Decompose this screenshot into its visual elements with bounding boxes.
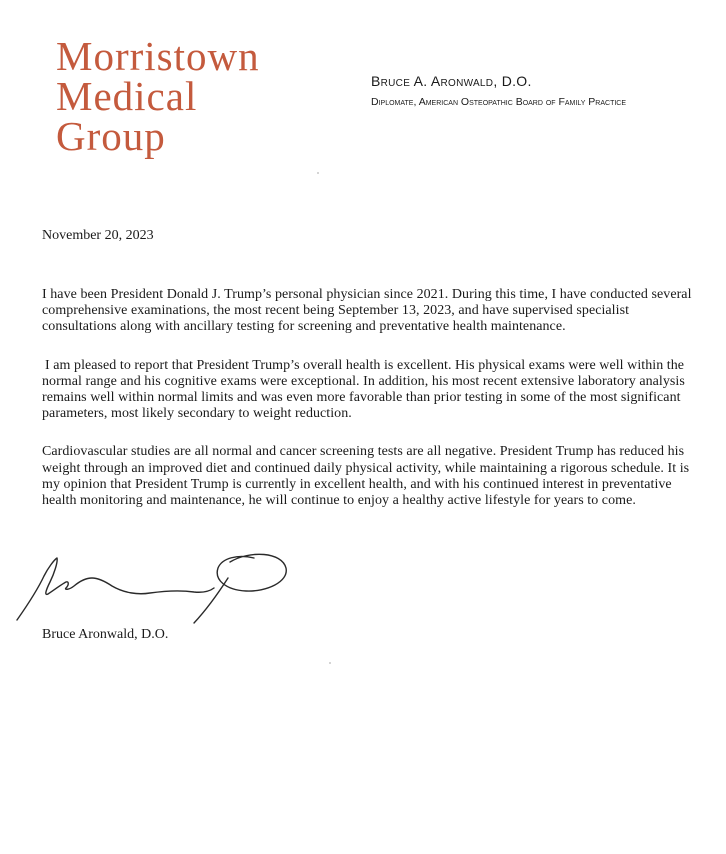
physician-credential: Diplomate, American Osteopathic Board of Family Practice	[371, 96, 627, 108]
paragraph: Cardiovascular studies are all normal and cancer screening tests are all negative. President Trump has reduced his weight through an improved diet and continued daily physical activity, while maintaining a rigorous schedule. It is my opinion that President Trump is currently in excellent health, and with his continued interest in preventative health monitoring and maintenance, he will continue to enjoy a healthy active lifestyle for years to come.	[42, 444, 690, 509]
handwritten-signature	[14, 548, 290, 626]
logo-line-2: Medical	[56, 73, 198, 119]
physician-name: Bruce A. Aronwald, D.O.	[371, 73, 532, 89]
paragraph: I am pleased to report that President Trump’s overall health is excellent. His physical exams were well within the normal range and his cognitive exams were exceptional. In addition, his most recent extensive laboratory analysis remains well within normal limits and was even more favorable than prior testing in some of the most significant parameters, most likely secondary to weight reduction.	[42, 357, 685, 422]
logo-line-1: Morristown	[56, 33, 260, 79]
letter-body	[42, 287, 702, 531]
signer-name: Bruce Aronwald, D.O.	[42, 627, 169, 642]
paragraph: I have been President Donald J. Trump’s personal physician since 2021. During this time, I have conducted several comprehensive examinations, the most recent being September 13, 2023, and have supervised specialist consultations along with ancillary testing for screening and preventative health maintenance.	[42, 287, 692, 335]
scan-speck	[329, 662, 331, 664]
logo-line-3: Group	[56, 113, 166, 159]
scan-speck	[317, 172, 319, 174]
letterhead	[371, 73, 701, 109]
organization-logo	[56, 33, 316, 159]
letter-date: November 20, 2023	[42, 228, 154, 243]
